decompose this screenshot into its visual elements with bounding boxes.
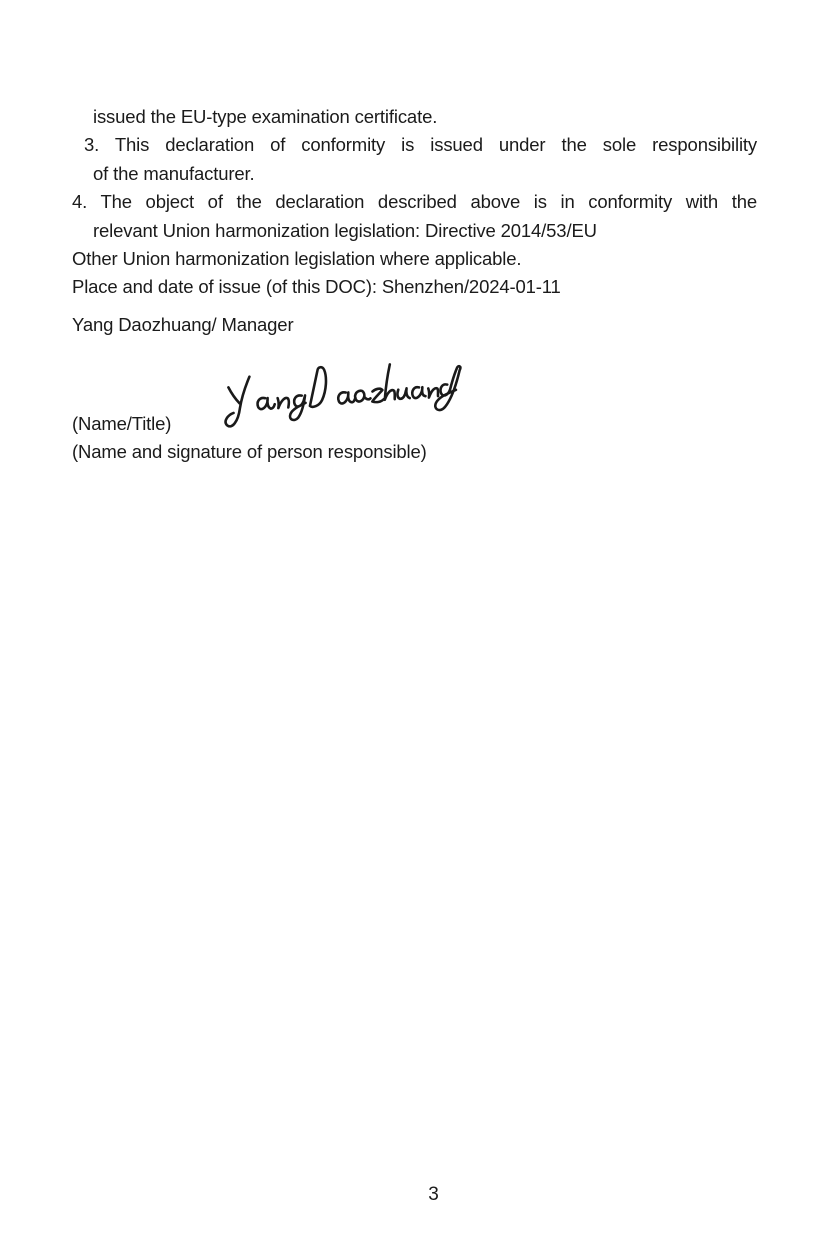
doc-line: issued the EU-type examination certificate. (93, 106, 438, 127)
doc-line: 3. This declaration of conformity is issued under the sole responsibility (84, 134, 757, 156)
declaration-text-block (72, 103, 757, 302)
signatory-name-title: Yang Daozhuang/ Manager (72, 314, 294, 335)
doc-line: 4. The object of the declaration described above is in conformity with the (72, 191, 757, 213)
doc-line: relevant Union harmonization legislation: Directive 2014/53/EU (93, 219, 597, 241)
doc-line: Place and date of issue (of this DOC): Shenzhen/2024-01-11 (72, 276, 561, 298)
caption-name-signature: (Name and signature of person responsible) (72, 440, 427, 462)
caption-name-title: (Name/Title) (72, 413, 172, 434)
page-number: 3 (428, 1184, 439, 1205)
signature-captions (72, 410, 427, 465)
doc-line: of the manufacturer. (93, 162, 255, 184)
doc-line: Other Union harmonization legislation where applicable. (72, 248, 522, 270)
